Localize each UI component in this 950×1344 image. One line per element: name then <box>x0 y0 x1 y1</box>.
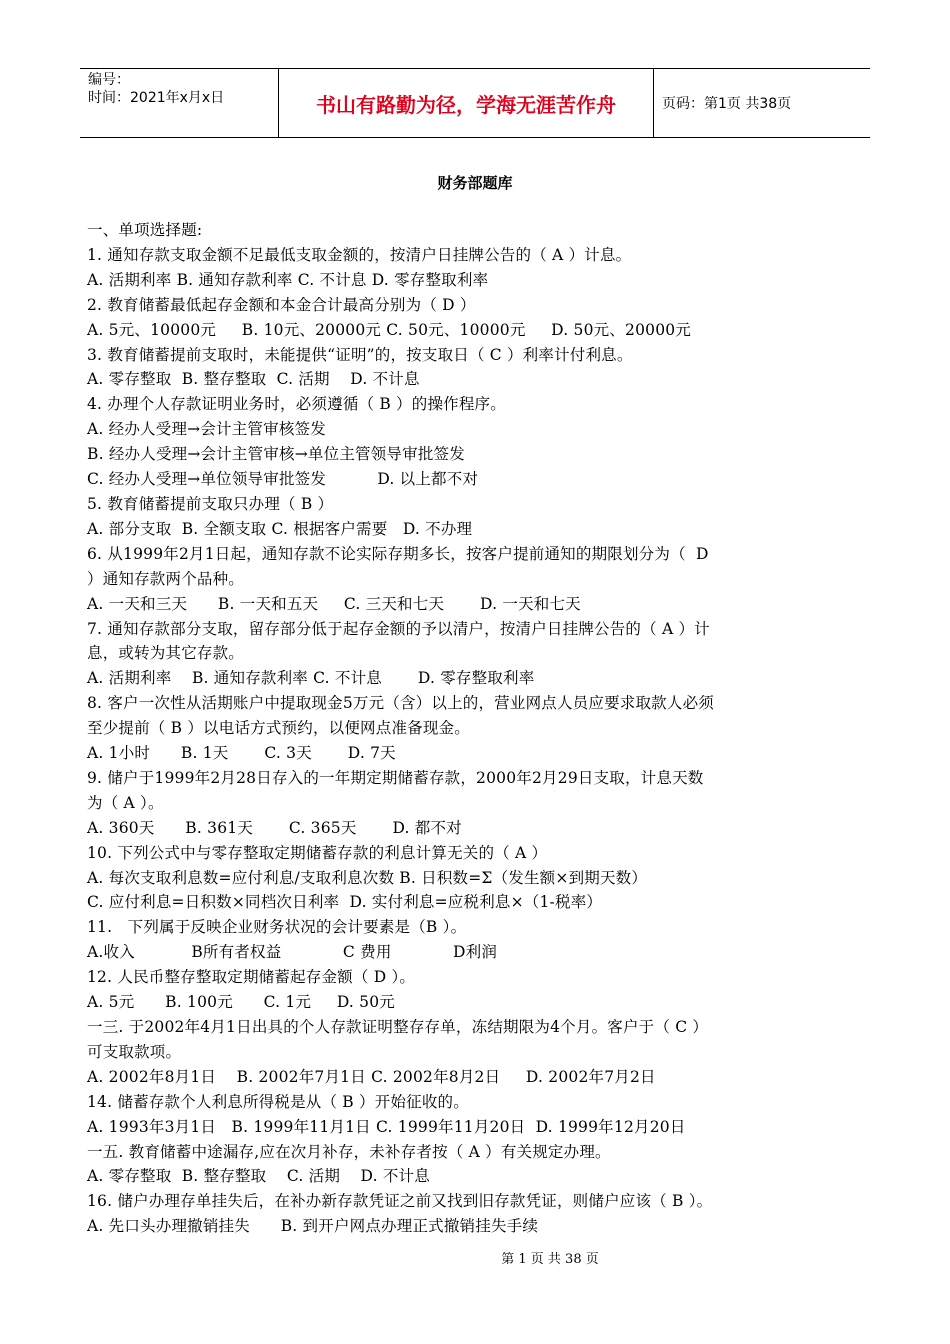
footer-page-number: 第 1 页 共 38 页 <box>501 1252 599 1267</box>
text-line: A. 经办人受理→会计主管审核签发 <box>87 420 326 439</box>
text-line: A. 部分支取 B. 全额支取 C. 根据客户需要 D. 不办理 <box>87 519 473 538</box>
text-line: 2. 教育储蓄最低起存金额和本金合计最高分别为（ D ） <box>87 295 476 314</box>
text-line: A. 一天和三天 B. 一天和五天 C. 三天和七天 D. 一天和七天 <box>87 594 581 613</box>
text-line: 1. 通知存款支取金额不足最低支取金额的，按清户日挂牌公告的（ A ）计息。 <box>87 245 632 264</box>
text-line: A. 1993年3月1日 B. 1999年11月1日 C. 1999年11月20日 D. 1999年12月20日 <box>87 1117 686 1136</box>
number-label: 编号： <box>88 72 130 88</box>
header-motto: 书山有路勤为径，学海无涯苦作舟 <box>279 69 654 137</box>
text-line: 至少提前（ B ）以电话方式预约，以便网点准备现金。 <box>87 719 470 738</box>
text-line: 3. 教育储蓄提前支取时，未能提供“证明”的，按支取日（ C ）利率计付利息。 <box>87 345 633 364</box>
page-footer <box>0 1248 950 1267</box>
date-label: 时间：2021年x月x日 <box>88 90 225 106</box>
text-line: A. 活期利率 B. 通知存款利率 C. 不计息 D. 零存整取利率 <box>87 270 489 289</box>
text-line: 11. 下列属于反映企业财务状况的会计要素是（B ）。 <box>87 918 467 937</box>
page-header <box>80 68 870 138</box>
text-line: A. 零存整取 B. 整存整取 C. 活期 D. 不计息 <box>87 370 420 389</box>
text-line: A. 1小时 B. 1天 C. 3天 D. 7天 <box>87 744 396 763</box>
text-line: A. 活期利率 B. 通知存款利率 C. 不计息 D. 零存整取利率 <box>87 669 535 688</box>
text-line: 4. 办理个人存款证明业务时，必须遵循（ B ）的操作程序。 <box>87 395 506 414</box>
text-line: C. 经办人受理→单位领导审批签发 D. 以上都不对 <box>87 470 479 489</box>
text-line: 14. 储蓄存款个人利息所得税是从（ B ）开始征收的。 <box>87 1092 469 1111</box>
document-body <box>87 218 877 1239</box>
text-line: 10. 下列公式中与零存整取定期储蓄存款的利息计算无关的（ A ） <box>87 843 548 862</box>
text-line: A. 2002年8月1日 B. 2002年7月1日 C. 2002年8月2日 D. 2002年7月2日 <box>87 1067 656 1086</box>
text-line: A. 每次支取利息数=应付利息/支取利息次数 B. 日积数=Σ（发生额×到期天数） <box>87 868 648 887</box>
header-page-info: 页码：第1页 共38页 <box>662 96 792 112</box>
header-left-cell <box>80 69 279 137</box>
text-line: 9. 储户于1999年2月28日存入的一年期定期储蓄存款，2000年2月29日支取，计息天数 <box>87 768 704 787</box>
text-line: 可支取款项。 <box>87 1042 182 1061</box>
text-line: C. 应付利息=日积数×同档次日利率 D. 实付利息=应税利息×（1-税率） <box>87 893 603 912</box>
text-line: A.收入 B所有者权益 C 费用 D利润 <box>87 943 498 962</box>
text-line: A. 5元 B. 100元 C. 1元 D. 50元 <box>87 993 395 1012</box>
text-line: 16. 储户办理存单挂失后，在补办新存款凭证之前又找到旧存款凭证，则储户应该（ B ）。 <box>87 1192 713 1211</box>
text-line: 一三. 于2002年4月1日出具的个人存款证明整存存单，冻结期限为4个月。客户于（ C ） <box>87 1018 709 1036</box>
text-line: A. 先口头办理撤销挂失 B. 到开户网点办理正式撤销挂失手续 <box>87 1217 539 1236</box>
text-line: 5. 教育储蓄提前支取只办理（ B ） <box>87 494 334 513</box>
text-line: A. 5元、10000元 B. 10元、20000元 C. 50元、10000元 D. 50元、20000元 <box>87 320 692 339</box>
text-line: B. 经办人受理→会计主管审核→单位主管领导审批签发 <box>87 445 465 464</box>
text-line: 一五. 教育储蓄中途漏存,应在次月补存，未补存者按（ A ）有关规定办理。 <box>87 1142 611 1161</box>
text-line: 12. 人民币整存整取定期储蓄起存金额（ D ）。 <box>87 968 416 987</box>
text-line: 6. 从1999年2月1日起，通知存款不论实际存期多长，按客户提前通知的期限划分为（ D <box>87 544 709 563</box>
text-line: 7. 通知存款部分支取，留存部分低于起存金额的予以清户，按清户日挂牌公告的（ A ）计 <box>87 619 710 638</box>
text-line: A. 360天 B. 361天 C. 365天 D. 都不对 <box>87 818 462 837</box>
text-line: 为（ A ）。 <box>87 793 164 812</box>
text-line: 8. 客户一次性从活期账户中提取现金5万元（含）以上的，营业网点人员应要求取款人必须 <box>87 694 714 713</box>
text-line: A. 零存整取 B. 整存整取 C. 活期 D. 不计息 <box>87 1167 430 1186</box>
text-line: ）通知存款两个品种。 <box>87 569 245 588</box>
text-line: 一、单项选择题: <box>87 221 203 239</box>
text-line: 息，或转为其它存款。 <box>87 644 245 663</box>
document-title: 财务部题库 <box>437 174 513 192</box>
